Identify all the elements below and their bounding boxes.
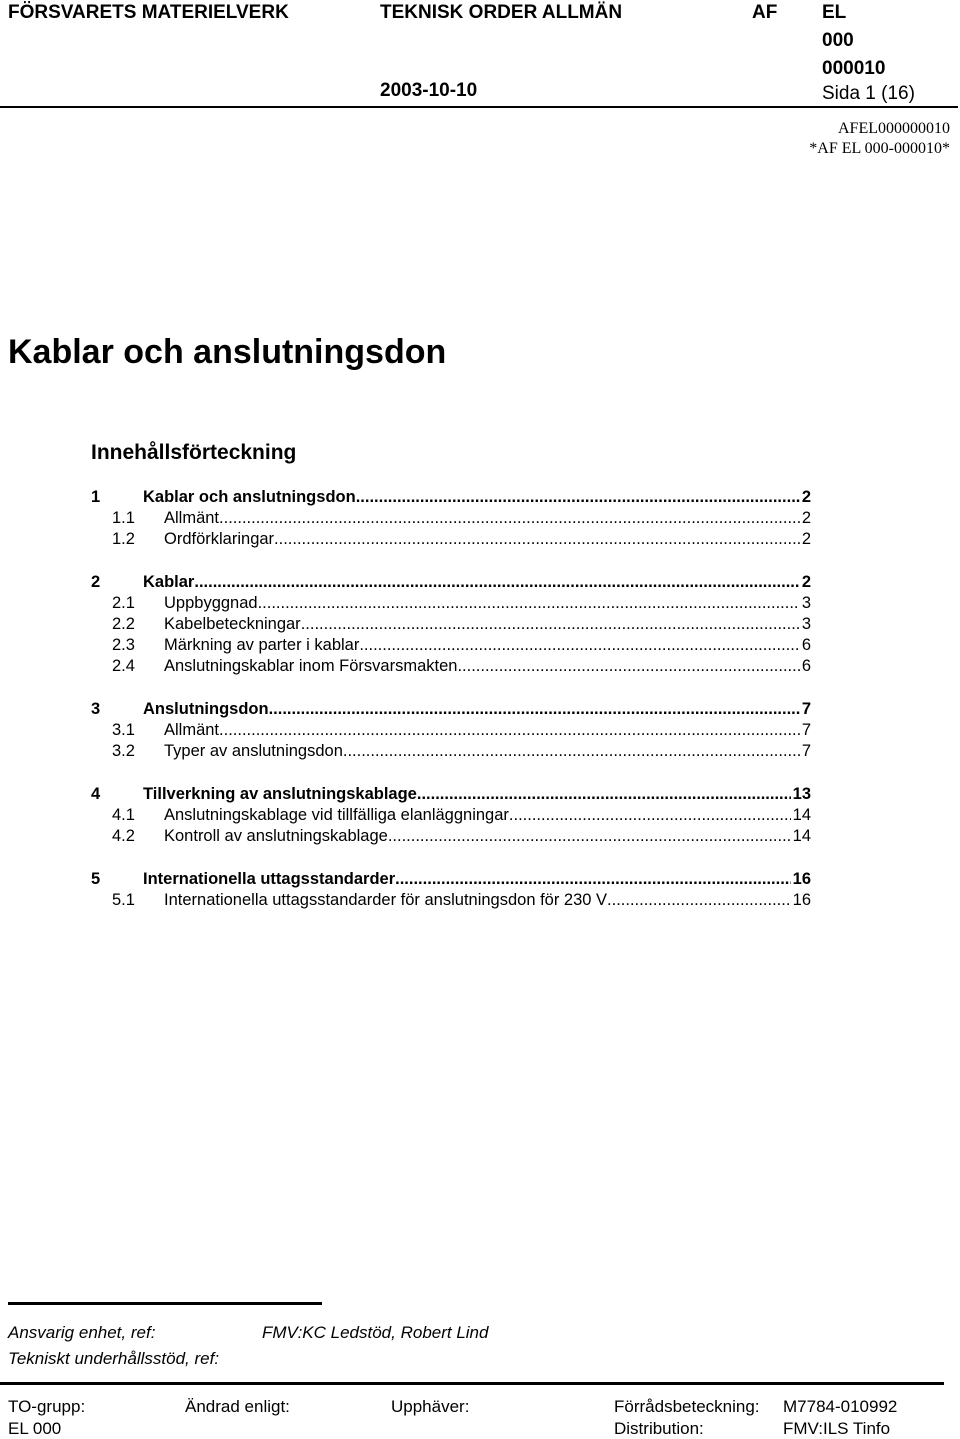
toc-leader <box>395 870 791 889</box>
doc-prefix-el: EL <box>822 2 847 23</box>
toc-text: Uppbyggnad <box>164 594 258 612</box>
toc-subsection[interactable] <box>91 530 811 551</box>
toc-page: 6 <box>801 657 811 675</box>
toc-subsection[interactable] <box>91 827 811 848</box>
distribution-value: FMV:ILS Tinfo <box>783 1419 891 1438</box>
doc-date: 2003-10-10 <box>380 80 478 101</box>
toc-gap <box>91 848 811 870</box>
toc-page: 7 <box>801 721 811 739</box>
toc-page: 6 <box>801 636 811 654</box>
toc-text: Kabelbeteckningar <box>164 615 301 633</box>
toc-heading: Innehållsförteckning <box>91 441 297 464</box>
toc-page: 7 <box>801 742 811 760</box>
toc-text: Anslutningsdon <box>143 700 269 718</box>
toc-text: Internationella uttagsstandarder för anslutningsdon för 230 V <box>164 891 608 909</box>
toc-page: 3 <box>801 615 811 633</box>
toc-page: 7 <box>801 700 811 718</box>
toc-section[interactable] <box>91 488 811 509</box>
toc-text: Märkning av parter i kablar <box>164 636 360 654</box>
barcode-text: AFEL000000010 <box>838 120 950 137</box>
toc-leader <box>194 573 799 592</box>
toc-page: 2 <box>801 509 811 527</box>
toc-leader <box>417 785 791 804</box>
toc-leader <box>343 742 800 761</box>
toc-page: 16 <box>792 870 811 888</box>
toc-subsection[interactable] <box>91 594 811 615</box>
toc-leader <box>457 657 799 676</box>
toc-text: Kablar och anslutningsdon <box>143 488 356 506</box>
toc-page: 14 <box>792 827 811 845</box>
toc-page: 16 <box>792 891 811 909</box>
toc-number: 2 <box>91 573 101 591</box>
toc-number: 1.2 <box>112 530 135 548</box>
toc-subsection[interactable] <box>91 721 811 742</box>
toc-leader <box>356 488 800 507</box>
toc-number: 1.1 <box>112 509 135 527</box>
doc-type: TEKNISK ORDER ALLMÄN <box>380 2 623 23</box>
table-of-contents <box>91 488 811 912</box>
toc-number: 5.1 <box>112 891 135 909</box>
doc-num-2: 000010 <box>822 58 886 79</box>
toc-text: Kablar <box>143 573 195 591</box>
doc-num-1: 000 <box>822 30 854 51</box>
toc-subsection[interactable] <box>91 509 811 530</box>
toc-number: 3 <box>91 700 101 718</box>
org-name: FÖRSVARETS MATERIELVERK <box>8 2 289 23</box>
to-group-label: TO-grupp: <box>8 1397 86 1416</box>
toc-leader <box>509 806 791 825</box>
toc-leader <box>607 891 791 910</box>
toc-text: Tillverkning av anslutningskablage <box>143 785 417 803</box>
toc-gap <box>91 678 811 700</box>
toc-number: 4.2 <box>112 827 135 845</box>
stock-value: M7784-010992 <box>783 1397 898 1416</box>
changed-label: Ändrad enligt: <box>185 1397 290 1416</box>
toc-leader <box>301 615 800 634</box>
toc-subsection[interactable] <box>91 742 811 763</box>
toc-page: 2 <box>801 573 811 591</box>
toc-leader <box>269 700 800 719</box>
toc-subsection[interactable] <box>91 615 811 636</box>
distribution-label: Distribution: <box>614 1419 704 1438</box>
toc-page: 3 <box>801 594 811 612</box>
maintenance-label: Tekniskt underhållsstöd, ref: <box>8 1349 220 1368</box>
toc-leader <box>359 636 799 655</box>
barcode-code: *AF EL 000-000010* <box>809 140 950 157</box>
toc-gap <box>91 551 811 573</box>
toc-section[interactable] <box>91 700 811 721</box>
toc-text: Anslutningskablar inom Försvarsmakten <box>164 657 458 675</box>
toc-subsection[interactable] <box>91 636 811 657</box>
stock-label: Förrådsbeteckning: <box>614 1397 760 1416</box>
toc-gap <box>91 763 811 785</box>
toc-text: Typer av anslutningsdon <box>164 742 343 760</box>
toc-number: 2.3 <box>112 636 135 654</box>
to-group-value: EL 000 <box>8 1419 62 1438</box>
toc-number: 3.1 <box>112 721 135 739</box>
toc-leader <box>219 721 800 740</box>
toc-text: Kontroll av anslutningskablage <box>164 827 388 845</box>
toc-subsection[interactable] <box>91 657 811 678</box>
toc-text: Anslutningskablage vid tillfälliga elanläggningar <box>164 806 509 824</box>
doc-prefix-af: AF <box>752 2 778 23</box>
toc-page: 2 <box>801 530 811 548</box>
responsible-value: FMV:KC Ledstöd, Robert Lind <box>262 1323 489 1342</box>
toc-page: 2 <box>801 488 811 506</box>
toc-number: 4 <box>91 785 101 803</box>
replaces-label: Upphäver: <box>391 1397 470 1416</box>
toc-leader <box>258 594 800 613</box>
toc-subsection[interactable] <box>91 891 811 912</box>
toc-leader <box>388 827 791 846</box>
footer-short-rule <box>8 1302 322 1305</box>
responsible-label: Ansvarig enhet, ref: <box>8 1323 156 1342</box>
toc-leader <box>274 530 800 549</box>
toc-text: Allmänt <box>164 509 220 527</box>
toc-leader <box>219 509 800 528</box>
header-rule <box>0 106 958 108</box>
toc-page: 14 <box>792 806 811 824</box>
page-indicator: Sida 1 (16) <box>822 83 915 104</box>
toc-number: 4.1 <box>112 806 135 824</box>
document-title: Kablar och anslutningsdon <box>8 333 447 371</box>
toc-text: Ordförklaringar <box>164 530 275 548</box>
toc-number: 3.2 <box>112 742 135 760</box>
toc-subsection[interactable] <box>91 806 811 827</box>
toc-page: 13 <box>792 785 811 803</box>
toc-number: 2.1 <box>112 594 135 612</box>
toc-number: 2.2 <box>112 615 135 633</box>
footer-rule <box>0 1382 944 1385</box>
toc-section[interactable] <box>91 785 811 806</box>
toc-text: Internationella uttagsstandarder <box>143 870 396 888</box>
toc-text: Allmänt <box>164 721 220 739</box>
toc-number: 5 <box>91 870 101 888</box>
toc-section[interactable] <box>91 573 811 594</box>
toc-section[interactable] <box>91 870 811 891</box>
toc-number: 1 <box>91 488 101 506</box>
toc-number: 2.4 <box>112 657 135 675</box>
